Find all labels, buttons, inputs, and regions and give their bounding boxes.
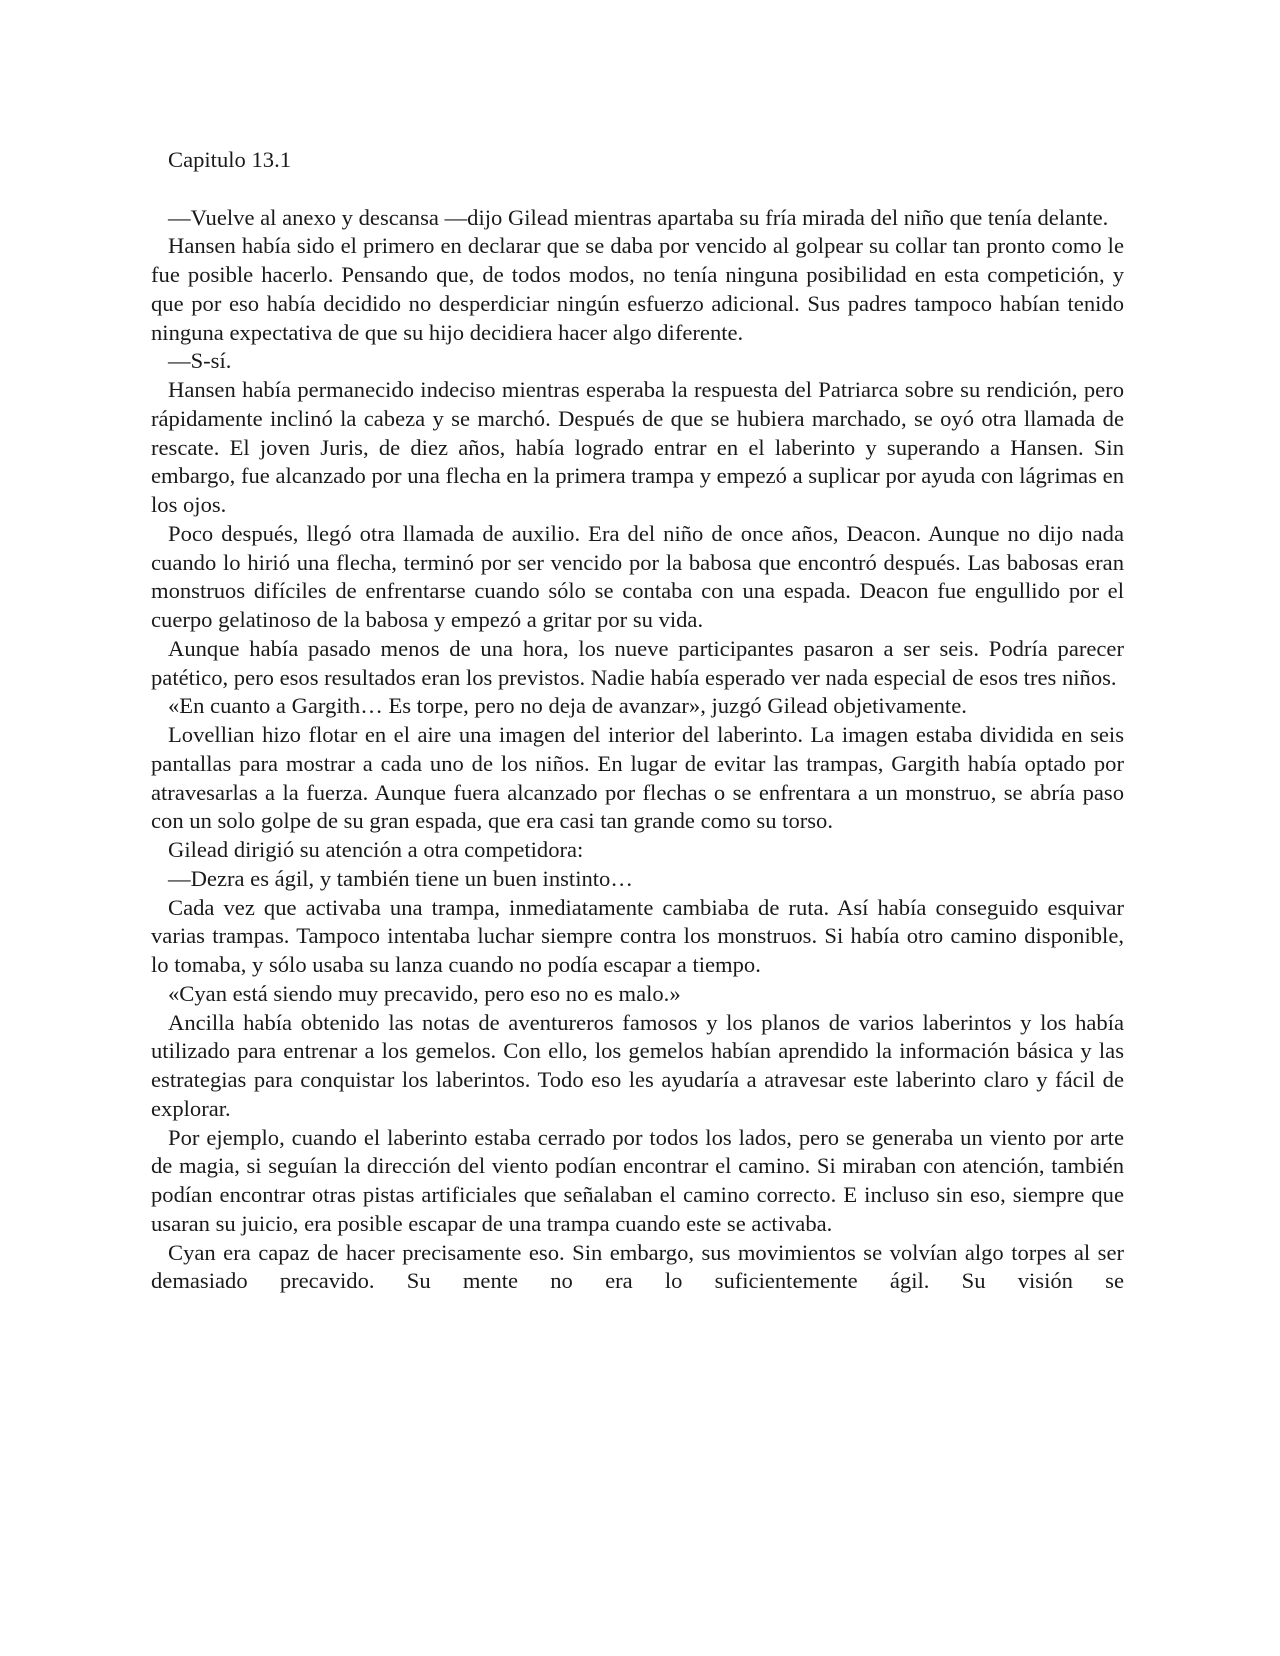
title-spacer <box>151 175 1124 204</box>
paragraph: «Cyan está siendo muy precavido, pero eso no es malo.» <box>168 980 681 1006</box>
paragraph: Hansen había permanecido indeciso mientras esperaba la respuesta del Patriarca sobre su rendición, pero rápidamente inclinó la cabeza y se marchó. Después de que se hubiera marchado, se oyó otra llamada de rescate. El joven Juris, de diez años, había logrado entrar en el laberinto y superando a Hansen. Sin embargo, fue alcanzado por una flecha en la primera trampa y empezó a suplicar por ayuda con lágrimas en los ojos. <box>151 377 1124 517</box>
document-page <box>151 146 1124 1296</box>
paragraph: Aunque había pasado menos de una hora, los nueve participantes pasaron a ser seis. Podría parecer patético, pero esos resultados eran los previstos. Nadie había esperado ver nada especial de esos tres niños. <box>151 635 1124 690</box>
paragraph: Cyan era capaz de hacer precisamente eso. Sin embargo, sus movimientos se volvían algo torpes al ser demasiado precavido. Su mente no era lo suficientemente ágil. Su visión se <box>151 1239 1124 1294</box>
paragraph: Poco después, llegó otra llamada de auxilio. Era del niño de once años, Deacon. Aunque no dijo nada cuando lo hirió una flecha, terminó por ser vencido por la babosa que encontró después. Las babosas eran monstruos difíciles de enfrentarse cuando sólo se contaba con una espada. Deacon fue engullido por el cuerpo gelatinoso de la babosa y empezó a gritar por su vida. <box>151 520 1124 632</box>
paragraph: Ancilla había obtenido las notas de aventureros famosos y los planos de varios laberintos y los había utilizado para entrenar a los gemelos. Con ello, los gemelos habían aprendido la información básica y las estrategias para conquistar los laberintos. Todo eso les ayudaría a atravesar este laberinto claro y fácil de explorar. <box>151 1009 1124 1121</box>
paragraph: —Dezra es ágil, y también tiene un buen instinto… <box>168 865 633 891</box>
paragraph: —Vuelve al anexo y descansa —dijo Gilead mientras apartaba su fría mirada del niño que tenía delante. <box>168 204 1109 230</box>
paragraph: Cada vez que activaba una trampa, inmediatamente cambiaba de ruta. Así había conseguido esquivar varias trampas. Tampoco intentaba luchar siempre contra los monstruos. Si había otro camino disponible, lo tomaba, y sólo usaba su lanza cuando no podía escapar a tiempo. <box>151 894 1124 977</box>
paragraph: «En cuanto a Gargith… Es torpe, pero no deja de avanzar», juzgó Gilead objetivamente. <box>168 693 967 719</box>
paragraph: —S-sí. <box>168 348 232 374</box>
paragraph: Lovellian hizo flotar en el aire una imagen del interior del laberinto. La imagen estaba dividida en seis pantallas para mostrar a cada uno de los niños. En lugar de evitar las trampas, Gargith había optado por atravesarlas a la fuerza. Aunque fuera alcanzado por flechas o se enfrentara a un monstruo, se abría paso con un solo golpe de su gran espada, que era casi tan grande como su torso. <box>151 722 1124 834</box>
paragraph: Por ejemplo, cuando el laberinto estaba cerrado por todos los lados, pero se generaba un viento por arte de magia, si seguían la dirección del viento podían encontrar el camino. Si miraban con atención, también podían encontrar otras pistas artificiales que señalaban el camino correcto. E incluso sin eso, siempre que usaran su juicio, era posible escapar de una trampa cuando este se activaba. <box>151 1124 1124 1236</box>
paragraph: Hansen había sido el primero en declarar que se daba por vencido al golpear su collar tan pronto como le fue posible hacerlo. Pensando que, de todos modos, no tenía ninguna posibilidad en esta competición, y que por eso había decidido no desperdiciar ningún esfuerzo adicional. Sus padres tampoco habían tenido ninguna expectativa de que su hijo decidiera hacer algo diferente. <box>151 233 1124 345</box>
chapter-title: Capitulo 13.1 <box>168 147 292 172</box>
paragraph: Gilead dirigió su atención a otra competidora: <box>168 837 584 862</box>
